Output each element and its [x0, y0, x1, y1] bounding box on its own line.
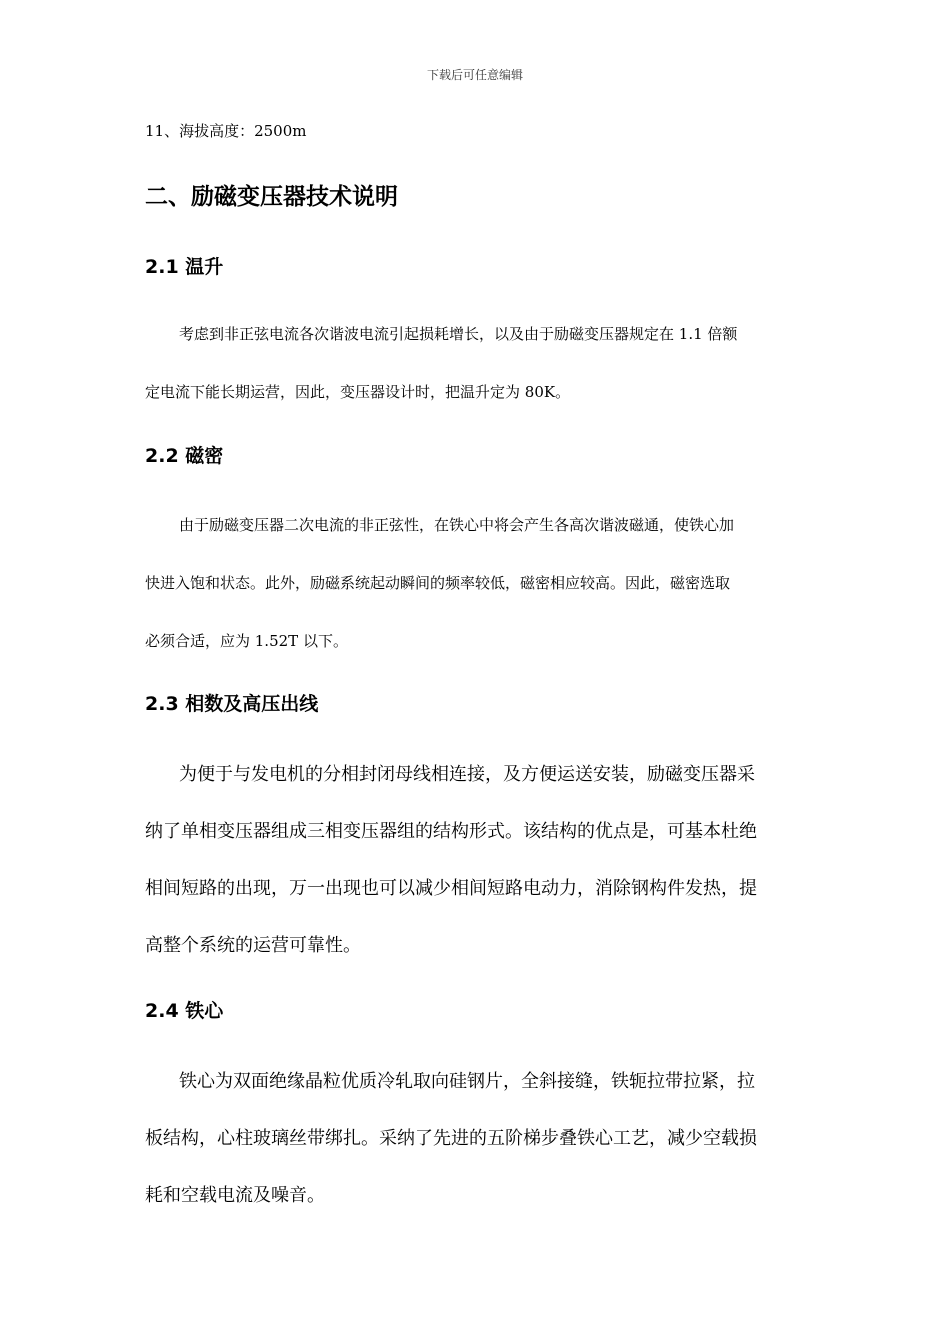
heading-flux-density: 2.2 磁密 — [145, 445, 224, 467]
list-item-altitude: 11、海拔高度：2500m — [145, 122, 307, 140]
paragraph-line: 定电流下能长期运营，因此，变压器设计时，把温升定为 80K。 — [145, 383, 571, 401]
paragraph-line: 相间短路的出现，万一出现也可以减少相间短路电动力，消除钢构件发热，提 — [145, 878, 757, 899]
page-header: 下载后可任意编辑 — [426, 68, 523, 82]
heading-phases-hv-outlet: 2.3 相数及高压出线 — [145, 693, 319, 715]
paragraph-line: 必须合适，应为 1.52T 以下。 — [145, 632, 348, 650]
paragraph-line: 板结构，心柱玻璃丝带绑扎。采纳了先进的五阶梯步叠铁心工艺，减少空载损 — [145, 1128, 757, 1149]
paragraph-line: 高整个系统的运营可靠性。 — [145, 935, 361, 956]
heading-temperature-rise: 2.1 温升 — [145, 256, 224, 278]
paragraph-line: 为便于与发电机的分相封闭母线相连接，及方便运送安装，励磁变压器采 — [179, 764, 755, 785]
paragraph-line: 铁心为双面绝缘晶粒优质冷轧取向硅钢片，全斜接缝，铁轭拉带拉紧，拉 — [179, 1071, 755, 1092]
section-title: 二、励磁变压器技术说明 — [145, 184, 398, 210]
paragraph-line: 耗和空载电流及噪音。 — [145, 1185, 325, 1206]
paragraph-line: 快进入饱和状态。此外，励磁系统起动瞬间的频率较低，磁密相应较高。因此，磁密选取 — [145, 574, 731, 592]
paragraph-line: 纳了单相变压器组成三相变压器组的结构形式。该结构的优点是，可基本杜绝 — [145, 821, 757, 842]
heading-iron-core: 2.4 铁心 — [145, 1000, 224, 1022]
paragraph-line: 考虑到非正弦电流各次谐波电流引起损耗增长，以及由于励磁变压器规定在 1.1 倍额 — [179, 325, 738, 343]
paragraph-line: 由于励磁变压器二次电流的非正弦性，在铁心中将会产生各高次谐波磁通，使铁心加 — [179, 516, 735, 534]
